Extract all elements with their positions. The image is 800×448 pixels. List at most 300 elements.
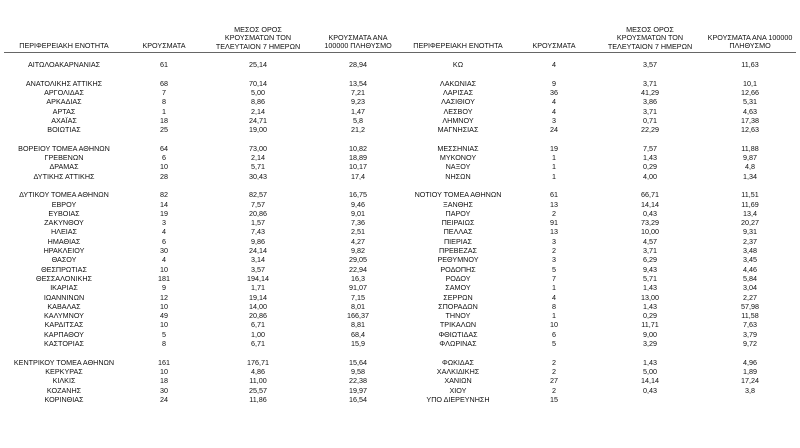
table-row xyxy=(0,320,800,329)
cell-region-left: ΔΡΑΜΑΣ xyxy=(49,162,79,172)
cell-avg7-left: 1,57 xyxy=(251,218,265,228)
cell-region-right: ΝΟΤΙΟΥ ΤΟΜΕΑ ΑΘΗΝΩΝ xyxy=(414,190,502,200)
cell-per100k-right: 12,63 xyxy=(741,125,759,135)
cell-avg7-left: 194,14 xyxy=(247,273,269,283)
cell-region-left: ΑΡΤΑΣ xyxy=(52,106,76,116)
cell-per100k-left: 18,89 xyxy=(349,153,367,162)
cell-region-left: ΓΡΕΒΕΝΩΝ xyxy=(44,153,84,162)
cell-per100k-right: 3,48 xyxy=(743,246,757,255)
cell-avg7-right: 4,57 xyxy=(643,236,657,246)
table-row xyxy=(0,255,800,264)
cell-cases-right: 1 xyxy=(552,162,556,172)
cell-cases-left: 14 xyxy=(160,199,168,209)
cell-region-right: ΞΑΝΘΗΣ xyxy=(443,199,473,209)
cell-avg7-left: 2,14 xyxy=(251,106,265,116)
cell-avg7-right: 73,29 xyxy=(641,218,659,228)
cell-cases-left: 10 xyxy=(160,301,168,311)
cell-avg7-left: 6,71 xyxy=(251,339,265,348)
cell-avg7-right: 0,71 xyxy=(643,115,657,125)
cell-cases-right: 4 xyxy=(552,292,556,302)
cell-avg7-left: 20,86 xyxy=(249,311,267,321)
cell-per100k-left: 22,94 xyxy=(349,264,367,274)
cell-cases-right: 1 xyxy=(552,283,556,293)
cell-per100k-left: 9,82 xyxy=(351,246,365,255)
cell-avg7-right: 41,29 xyxy=(641,87,659,97)
cell-region-left: ΙΩΑΝΝΙΝΩΝ xyxy=(43,292,85,302)
cell-cases-left: 6 xyxy=(162,153,166,162)
cell-cases-right: 61 xyxy=(550,190,558,200)
header-avg7-right: ΜΕΣΟΣ ΟΡΟΣ ΚΡΟΥΣΜΑΤΩΝ ΤΟΝ ΤΕΛΕΥΤΑΙΟΝ 7 ΗΜΕΡΩΝ xyxy=(607,25,693,51)
cell-per100k-left: 5,8 xyxy=(353,115,363,125)
cell-cases-right: 3 xyxy=(552,255,556,265)
cell-region-left: ΘΕΣΠΡΩΤΙΑΣ xyxy=(41,264,87,274)
cell-region-left: ΚΑΡΠΑΘΟΥ xyxy=(44,329,84,339)
cell-per100k-left: 1,47 xyxy=(351,106,365,116)
cell-avg7-left: 24,14 xyxy=(249,246,267,255)
cell-avg7-left: 176,71 xyxy=(247,357,269,367)
table-row xyxy=(0,237,800,246)
cell-cases-right: 3 xyxy=(552,236,556,246)
cell-cases-left: 28 xyxy=(160,171,168,181)
cell-region-left: ΘΕΣΣΑΛΟΝΙΚΗΣ xyxy=(36,273,92,283)
cell-cases-right: 4 xyxy=(552,97,556,107)
cell-avg7-left: 6,71 xyxy=(251,320,265,330)
cell-per100k-left: 17,4 xyxy=(351,171,365,181)
table-row xyxy=(0,265,800,274)
header-per100k-right: ΚΡΟΥΣΜΑΤΑ ΑΝΑ 100000 ΠΛΗΘΥΣΜΟ xyxy=(707,33,793,51)
table-row xyxy=(0,293,800,302)
cell-avg7-left: 3,57 xyxy=(251,264,265,274)
cell-region-left: ΑΝΑΤΟΛΙΚΗΣ ΑΤΤΙΚΗΣ xyxy=(25,78,103,88)
cell-avg7-left: 82,57 xyxy=(249,190,267,200)
cell-cases-right: 1 xyxy=(552,171,556,181)
table-row xyxy=(0,144,800,153)
cell-region-left: ΗΛΕΙΑΣ xyxy=(50,227,78,237)
cell-region-right: ΦΘΙΩΤΙΔΑΣ xyxy=(438,329,478,339)
cell-cases-left: 6 xyxy=(162,236,166,246)
cell-region-left: ΚΙΛΚΙΣ xyxy=(52,376,76,386)
cell-per100k-left: 9,58 xyxy=(351,366,365,376)
cell-per100k-right: 3,45 xyxy=(743,255,757,265)
cell-per100k-left: 29,05 xyxy=(349,255,367,265)
cell-cases-right: 9 xyxy=(552,78,556,88)
table-row xyxy=(0,302,800,311)
cell-per100k-right: 9,31 xyxy=(743,227,757,237)
cell-avg7-left: 4,86 xyxy=(251,366,265,376)
cell-per100k-left: 19,97 xyxy=(349,385,367,395)
table-row xyxy=(0,97,800,106)
cell-avg7-right: 6,29 xyxy=(643,255,657,265)
cell-per100k-right: 4,8 xyxy=(745,162,755,172)
cell-cases-left: 7 xyxy=(162,87,166,97)
cell-region-left: ΕΒΡΟΥ xyxy=(51,199,77,209)
cell-per100k-left: 13,54 xyxy=(349,78,367,88)
cell-avg7-right: 1,43 xyxy=(643,357,657,367)
cell-cases-right: 91 xyxy=(550,218,558,228)
cell-region-left: ΗΜΑΘΙΑΣ xyxy=(47,236,81,246)
cell-cases-left: 4 xyxy=(162,255,166,265)
cell-avg7-right: 14,14 xyxy=(641,199,659,209)
cell-avg7-right: 0,43 xyxy=(643,208,657,218)
cell-cases-left: 19 xyxy=(160,208,168,218)
cell-avg7-left: 1,71 xyxy=(251,283,265,293)
cell-cases-right: 6 xyxy=(552,329,556,339)
cell-cases-left: 8 xyxy=(162,339,166,348)
cell-region-left: ΚΟΡΙΝΘΙΑΣ xyxy=(44,394,84,404)
cell-cases-right: 36 xyxy=(550,87,558,97)
cell-region-right: ΧΑΝΙΩΝ xyxy=(444,376,472,386)
cell-per100k-left: 28,94 xyxy=(349,60,367,69)
cell-avg7-right: 9,00 xyxy=(643,329,657,339)
cell-avg7-left: 1,00 xyxy=(251,329,265,339)
cell-avg7-right: 0,29 xyxy=(643,162,657,172)
cell-cases-right: 27 xyxy=(550,376,558,386)
cell-cases-right: 1 xyxy=(552,153,556,162)
cell-region-right: ΦΩΚΙΔΑΣ xyxy=(442,357,474,367)
cell-cases-left: 24 xyxy=(160,394,168,404)
cell-region-right: ΤΗΝΟΥ xyxy=(445,311,471,321)
cell-cases-left: 8 xyxy=(162,97,166,107)
cell-avg7-right: 66,71 xyxy=(641,190,659,200)
cell-region-left: ΑΡΓΟΛΙΔΑΣ xyxy=(44,87,84,97)
cell-avg7-right: 3,71 xyxy=(643,246,657,255)
cell-per100k-left: 8,01 xyxy=(351,301,365,311)
cell-region-right: ΥΠΟ ΔΙΕΡΕΥΝΗΣΗ xyxy=(426,394,490,404)
cell-region-left: ΙΚΑΡΙΑΣ xyxy=(50,283,78,293)
cell-avg7-left: 25,57 xyxy=(249,385,267,395)
cell-region-right: ΛΕΣΒΟΥ xyxy=(443,106,473,116)
cell-cases-left: 10 xyxy=(160,366,168,376)
cell-per100k-left: 9,23 xyxy=(351,97,365,107)
cell-avg7-right: 5,00 xyxy=(643,366,657,376)
cell-cases-left: 1 xyxy=(162,106,166,116)
cell-avg7-right: 22,29 xyxy=(641,125,659,135)
cell-avg7-left: 73,00 xyxy=(249,143,267,153)
table-row xyxy=(0,116,800,125)
cell-avg7-left: 11,86 xyxy=(249,394,267,404)
cell-avg7-right: 1,43 xyxy=(643,301,657,311)
table-row xyxy=(0,162,800,171)
cell-per100k-left: 7,15 xyxy=(351,292,365,302)
cell-region-left: ΑΡΚΑΔΙΑΣ xyxy=(46,97,82,107)
cell-per100k-right: 4,46 xyxy=(743,264,757,274)
cell-region-right: ΠΙΕΡΙΑΣ xyxy=(443,236,472,246)
table-row xyxy=(0,330,800,339)
table-row xyxy=(0,395,800,404)
cell-cases-right: 2 xyxy=(552,357,556,367)
header-divider xyxy=(4,52,796,53)
cell-per100k-right: 11,88 xyxy=(741,143,759,153)
cell-cases-left: 64 xyxy=(160,143,168,153)
table-row xyxy=(0,218,800,227)
cell-avg7-right: 9,43 xyxy=(643,264,657,274)
cell-region-right: ΝΗΣΩΝ xyxy=(445,171,471,181)
cell-region-left: ΚΟΖΑΝΗΣ xyxy=(46,385,82,395)
cell-cases-left: 30 xyxy=(160,385,168,395)
table-row xyxy=(0,190,800,199)
cell-cases-left: 9 xyxy=(162,283,166,293)
table-row xyxy=(0,283,800,292)
table-row xyxy=(0,200,800,209)
cell-cases-left: 18 xyxy=(160,115,168,125)
cell-cases-right: 4 xyxy=(552,60,556,69)
cell-per100k-right: 17,38 xyxy=(741,115,759,125)
cell-cases-right: 2 xyxy=(552,246,556,255)
cell-cases-right: 15 xyxy=(550,394,558,404)
cell-avg7-left: 5,00 xyxy=(251,87,265,97)
cell-per100k-left: 21,2 xyxy=(351,125,365,135)
cell-per100k-right: 10,1 xyxy=(743,78,757,88)
cell-region-right: ΠΕΙΡΑΙΩΣ xyxy=(441,218,475,228)
cell-avg7-right: 3,86 xyxy=(643,97,657,107)
cell-region-left: ΖΑΚΥΝΘΟΥ xyxy=(44,218,84,228)
cell-per100k-right: 9,72 xyxy=(743,339,757,348)
cell-per100k-left: 8,81 xyxy=(351,320,365,330)
cell-avg7-left: 70,14 xyxy=(249,78,267,88)
cell-avg7-left: 9,86 xyxy=(251,236,265,246)
cell-cases-right: 5 xyxy=(552,339,556,348)
cell-region-left: ΚΕΝΤΡΙΚΟΥ ΤΟΜΕΑ ΑΘΗΝΩΝ xyxy=(13,357,115,367)
cell-per100k-right: 5,31 xyxy=(743,97,757,107)
header-region-right: ΠΕΡΙΦΕΡΕΙΑΚΗ ΕΝΟΤΗΤΑ xyxy=(413,41,503,50)
header-region-left: ΠΕΡΙΦΕΡΕΙΑΚΗ ΕΝΟΤΗΤΑ xyxy=(19,41,109,50)
cell-avg7-right: 5,71 xyxy=(643,273,657,283)
table-row xyxy=(0,311,800,320)
cell-cases-left: 30 xyxy=(160,246,168,255)
table-row xyxy=(0,79,800,88)
cell-per100k-left: 10,82 xyxy=(349,143,367,153)
cell-per100k-left: 10,17 xyxy=(349,162,367,172)
header-per100k-left: ΚΡΟΥΣΜΑΤΑ ΑΝΑ 100000 ΠΛΗΘΥΣΜΟ xyxy=(324,33,392,51)
cell-per100k-right: 11,63 xyxy=(741,60,759,69)
cell-avg7-left: 19,14 xyxy=(249,292,267,302)
table-row xyxy=(0,274,800,283)
cell-cases-left: 10 xyxy=(160,162,168,172)
cell-cases-left: 3 xyxy=(162,218,166,228)
cell-region-left: ΑΙΤΩΛΟΑΚΑΡΝΑΝΙΑΣ xyxy=(27,60,101,69)
table-row xyxy=(0,386,800,395)
cell-region-right: ΝΑΞΟΥ xyxy=(445,162,471,172)
cell-per100k-left: 4,27 xyxy=(351,236,365,246)
cell-avg7-left: 19,00 xyxy=(249,125,267,135)
cell-per100k-right: 11,58 xyxy=(741,311,759,321)
cell-cases-left: 49 xyxy=(160,311,168,321)
cell-per100k-right: 13,4 xyxy=(743,208,757,218)
cell-avg7-right: 4,00 xyxy=(643,171,657,181)
cell-per100k-right: 4,63 xyxy=(743,106,757,116)
cell-region-right: ΜΑΓΝΗΣΙΑΣ xyxy=(437,125,479,135)
cell-per100k-left: 7,36 xyxy=(351,218,365,228)
cell-per100k-right: 57,98 xyxy=(741,301,759,311)
cell-region-left: ΘΑΣΟΥ xyxy=(51,255,77,265)
cell-region-right: ΡΟΔΟΥ xyxy=(445,273,471,283)
cell-region-right: ΚΩ xyxy=(452,60,464,69)
cell-cases-left: 10 xyxy=(160,320,168,330)
cell-per100k-right: 20,27 xyxy=(741,218,759,228)
cell-cases-right: 10 xyxy=(550,320,558,330)
table-row xyxy=(0,246,800,255)
cell-avg7-right: 1,43 xyxy=(643,283,657,293)
cell-avg7-left: 11,00 xyxy=(249,376,267,386)
cell-per100k-right: 7,63 xyxy=(743,320,757,330)
cell-avg7-right: 3,71 xyxy=(643,78,657,88)
cell-region-right: ΣΠΟΡΑΔΩΝ xyxy=(438,301,478,311)
table-row xyxy=(0,107,800,116)
header-avg7-left: ΜΕΣΟΣ ΟΡΟΣ ΚΡΟΥΣΜΑΤΩΝ ΤΟΝ ΤΕΛΕΥΤΑΙΟΝ 7 ΗΜΕΡΩΝ xyxy=(215,25,301,51)
cell-region-right: ΛΑΚΩΝΙΑΣ xyxy=(439,78,477,88)
cell-avg7-left: 5,71 xyxy=(251,162,265,172)
cell-region-left: ΚΑΣΤΟΡΙΑΣ xyxy=(44,339,84,348)
cell-cases-left: 18 xyxy=(160,376,168,386)
cell-region-right: ΤΡΙΚΑΛΩΝ xyxy=(439,320,477,330)
cell-region-left: ΗΡΑΚΛΕΙΟΥ xyxy=(43,246,85,255)
cell-per100k-right: 1,89 xyxy=(743,366,757,376)
cell-region-right: ΧΑΛΚΙΔΙΚΗΣ xyxy=(436,366,480,376)
cell-cases-right: 1 xyxy=(552,311,556,321)
cell-cases-left: 181 xyxy=(158,273,170,283)
table-row xyxy=(0,125,800,134)
cell-region-left: ΒΟΙΩΤΙΑΣ xyxy=(47,125,81,135)
cell-avg7-left: 25,14 xyxy=(249,60,267,69)
cell-region-left: ΔΥΤΙΚΗΣ ΑΤΤΙΚΗΣ xyxy=(33,171,95,181)
cell-cases-left: 68 xyxy=(160,78,168,88)
cell-region-right: ΠΡΕΒΕΖΑΣ xyxy=(439,246,477,255)
cell-cases-right: 8 xyxy=(552,301,556,311)
cell-per100k-left: 9,46 xyxy=(351,199,365,209)
table-row xyxy=(0,153,800,162)
cell-region-left: ΒΟΡΕΙΟΥ ΤΟΜΕΑ ΑΘΗΝΩΝ xyxy=(18,143,110,153)
cell-cases-left: 10 xyxy=(160,264,168,274)
cell-per100k-left: 91,07 xyxy=(349,283,367,293)
cell-avg7-right: 3,71 xyxy=(643,106,657,116)
table-row xyxy=(0,172,800,181)
cell-cases-left: 61 xyxy=(160,60,168,69)
cell-per100k-right: 12,66 xyxy=(741,87,759,97)
cell-per100k-left: 166,37 xyxy=(347,311,369,321)
cell-per100k-right: 2,37 xyxy=(743,236,757,246)
cell-per100k-left: 2,51 xyxy=(351,227,365,237)
cell-avg7-right: 11,71 xyxy=(641,320,659,330)
table-row xyxy=(0,88,800,97)
cell-avg7-left: 30,43 xyxy=(249,171,267,181)
cell-avg7-right: 3,57 xyxy=(643,60,657,69)
cell-cases-left: 25 xyxy=(160,125,168,135)
cell-region-left: ΚΑΡΔΙΤΣΑΣ xyxy=(44,320,84,330)
cell-region-right: ΣΑΜΟΥ xyxy=(445,283,471,293)
cell-region-right: ΜΥΚΟΝΟΥ xyxy=(439,153,477,162)
cell-per100k-right: 3,8 xyxy=(745,385,755,395)
cell-cases-right: 13 xyxy=(550,199,558,209)
table-row xyxy=(0,339,800,348)
cell-avg7-left: 24,71 xyxy=(249,115,267,125)
cell-avg7-right: 14,14 xyxy=(641,376,659,386)
cell-avg7-right: 3,29 xyxy=(643,339,657,348)
cell-per100k-right: 11,69 xyxy=(741,199,759,209)
cell-avg7-left: 20,86 xyxy=(249,208,267,218)
cell-per100k-right: 3,79 xyxy=(743,329,757,339)
cell-avg7-left: 7,43 xyxy=(251,227,265,237)
cell-per100k-right: 1,34 xyxy=(743,171,757,181)
cell-avg7-left: 3,14 xyxy=(251,255,265,265)
table-row xyxy=(0,209,800,218)
cell-cases-right: 13 xyxy=(550,227,558,237)
cell-per100k-left: 16,54 xyxy=(349,394,367,404)
cell-per100k-left: 9,01 xyxy=(351,208,365,218)
table-row xyxy=(0,227,800,236)
cell-avg7-left: 2,14 xyxy=(251,153,265,162)
cell-per100k-left: 16,75 xyxy=(349,190,367,200)
header-cases-right: ΚΡΟΥΣΜΑΤΑ xyxy=(532,41,576,50)
cell-per100k-right: 2,27 xyxy=(743,292,757,302)
cell-cases-left: 4 xyxy=(162,227,166,237)
cell-region-right: ΜΕΣΣΗΝΙΑΣ xyxy=(437,143,479,153)
cell-cases-right: 5 xyxy=(552,264,556,274)
cell-region-left: ΑΧΑΪΑΣ xyxy=(51,115,77,125)
cell-cases-right: 7 xyxy=(552,273,556,283)
cell-cases-left: 82 xyxy=(160,190,168,200)
cell-avg7-right: 0,43 xyxy=(643,385,657,395)
cell-region-left: ΕΥΒΟΙΑΣ xyxy=(48,208,80,218)
cell-per100k-right: 9,87 xyxy=(743,153,757,162)
cell-region-right: ΧΙΟΥ xyxy=(449,385,467,395)
cell-cases-left: 12 xyxy=(160,292,168,302)
cell-avg7-right: 0,29 xyxy=(643,311,657,321)
cell-avg7-left: 8,86 xyxy=(251,97,265,107)
cell-region-right: ΛΗΜΝΟΥ xyxy=(442,115,474,125)
cell-avg7-right: 1,43 xyxy=(643,153,657,162)
cell-per100k-right: 3,04 xyxy=(743,283,757,293)
cell-region-right: ΦΛΩΡΙΝΑΣ xyxy=(439,339,477,348)
cell-cases-right: 4 xyxy=(552,106,556,116)
cell-region-right: ΡΟΔΟΠΗΣ xyxy=(440,264,476,274)
cell-per100k-right: 5,84 xyxy=(743,273,757,283)
cell-per100k-right: 4,96 xyxy=(743,357,757,367)
cell-avg7-right: 13,00 xyxy=(641,292,659,302)
cell-cases-right: 24 xyxy=(550,125,558,135)
cell-region-right: ΠΕΛΛΑΣ xyxy=(443,227,473,237)
cell-cases-right: 2 xyxy=(552,366,556,376)
cell-per100k-left: 7,21 xyxy=(351,87,365,97)
cell-cases-right: 2 xyxy=(552,208,556,218)
cell-avg7-left: 14,00 xyxy=(249,301,267,311)
cell-cases-right: 19 xyxy=(550,143,558,153)
cell-region-left: ΔΥΤΙΚΟΥ ΤΟΜΕΑ ΑΘΗΝΩΝ xyxy=(19,190,109,200)
cell-region-left: ΚΕΡΚΥΡΑΣ xyxy=(45,366,83,376)
cell-avg7-right: 10,00 xyxy=(641,227,659,237)
cell-avg7-right: 7,57 xyxy=(643,143,657,153)
cell-region-left: ΚΑΒΑΛΑΣ xyxy=(47,301,81,311)
table-row xyxy=(0,376,800,385)
cell-per100k-left: 22,38 xyxy=(349,376,367,386)
header-cases-left: ΚΡΟΥΣΜΑΤΑ xyxy=(142,41,186,50)
cell-per100k-left: 68,4 xyxy=(351,329,365,339)
table-row xyxy=(0,60,800,69)
cell-per100k-left: 16,3 xyxy=(351,273,365,283)
cell-avg7-left: 7,57 xyxy=(251,199,265,209)
cell-per100k-left: 15,64 xyxy=(349,357,367,367)
cell-region-left: ΚΑΛΥΜΝΟΥ xyxy=(44,311,84,321)
cell-region-right: ΛΑΣΙΘΙΟΥ xyxy=(441,97,475,107)
cell-region-right: ΛΑΡΙΣΑΣ xyxy=(442,87,474,97)
cell-region-right: ΠΑΡΟΥ xyxy=(445,208,471,218)
table-row xyxy=(0,358,800,367)
cell-cases-right: 2 xyxy=(552,385,556,395)
cell-per100k-right: 11,51 xyxy=(741,190,759,200)
cell-per100k-left: 15,9 xyxy=(351,339,365,348)
cell-cases-left: 161 xyxy=(158,357,170,367)
cell-cases-left: 5 xyxy=(162,329,166,339)
cell-region-right: ΡΕΘΥΜΝΟΥ xyxy=(437,255,479,265)
